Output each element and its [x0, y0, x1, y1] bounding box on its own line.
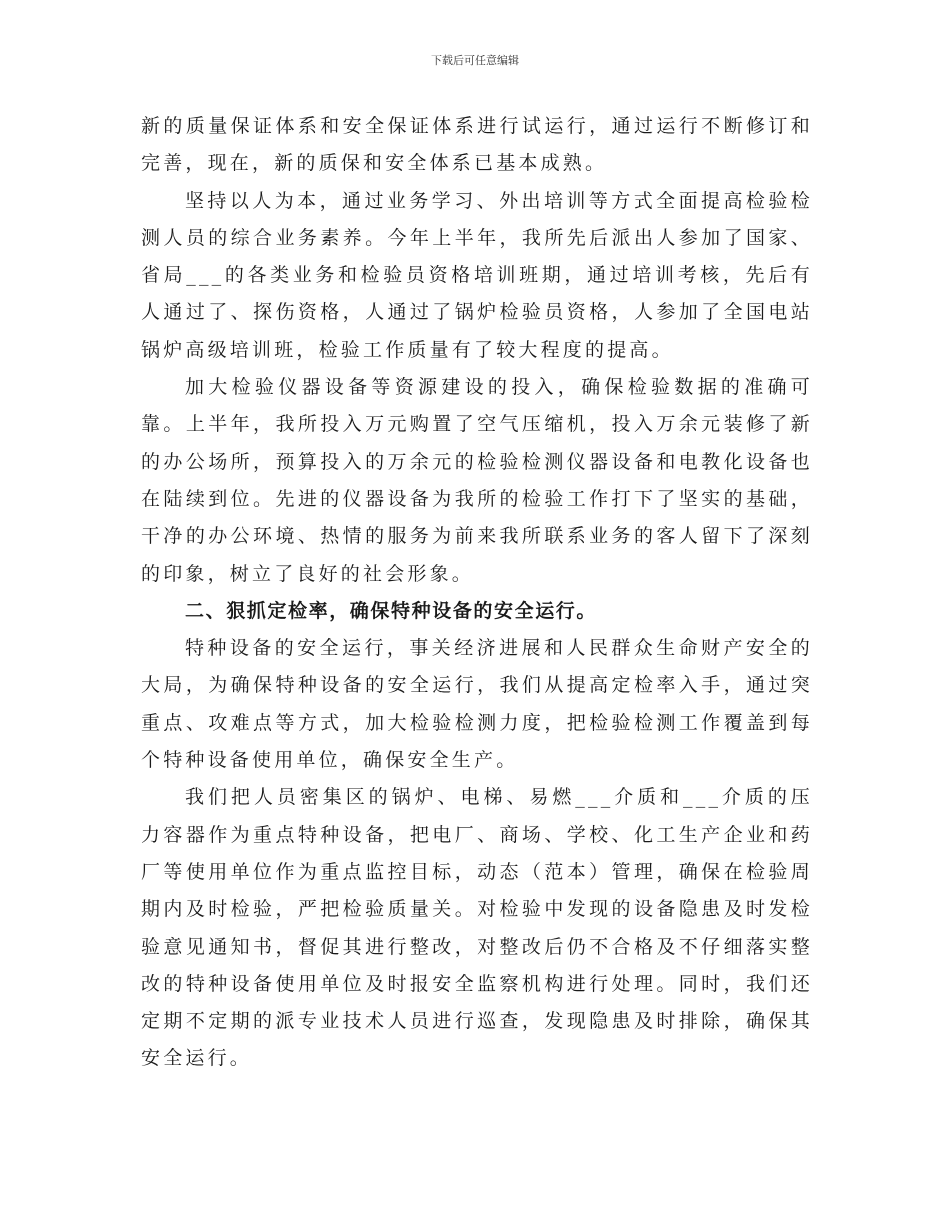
paragraph-safe-operation: 特种设备的安全运行，事关经济进展和人民群众生命财产安全的大局，为确保特种设备的安全运行，我们从提高定检率入手，通过突重点、攻难点等方式，加大检验检测力度，把检验检测工作覆盖到每个特种设备使用单位，确保安全生产。: [141, 637, 813, 772]
paragraph-equipment-investment: 加大检验仪器设备等资源建设的投入，确保检验数据的准确可靠。上半年，我所投入万元购置了空气压缩机，投入万余元装修了新的办公场所，预算投入的万余元的检验检测仪器设备和电教化设备也在陆续到位。先进的仪器设备为我所的检验工作打下了坚实的基础，干净的办公环境、热情的服务为前来我所联系业务的客人留下了深刻的印象，树立了良好的社会形象。: [141, 376, 813, 585]
paragraph-training: 坚持以人为本，通过业务学习、外出培训等方式全面提高检验检测人员的综合业务素养。今年上半年，我所先后派出人参加了国家、省局___的各类业务和检验员资格培训班期，通过培训考核，先后有人通过了、探伤资格，人通过了锅炉检验员资格，人参加了全国电站锅炉高级培训班，检验工作质量有了较大程度的提高。: [141, 189, 813, 361]
paragraph-quality-system: 新的质量保证体系和安全保证体系进行试运行，通过运行不断修订和完善，现在，新的质保和安全体系已基本成熟。: [141, 115, 813, 175]
page-header-note: 下载后可任意编辑: [431, 54, 519, 67]
section-heading: 二、狠抓定检率，确保特种设备的安全运行。: [185, 599, 598, 622]
document-body: [141, 108, 813, 1078]
paragraph-key-equipment: 我们把人员密集区的锅炉、电梯、易燃___介质和___介质的压力容器作为重点特种设备，把电厂、商场、学校、化工生产企业和药厂等使用单位作为重点监控目标，动态（范本）管理，确保在检验周期内及时检验，严把检验质量关。对检验中发现的设备隐患及时发检验意见通知书，督促其进行整改，对整改后仍不合格及不仔细落实整改的特种设备使用单位及时报安全监察机构进行处理。同时，我们还定期不定期的派专业技术人员进行巡查，发现隐患及时排除，确保其安全运行。: [141, 786, 813, 1070]
